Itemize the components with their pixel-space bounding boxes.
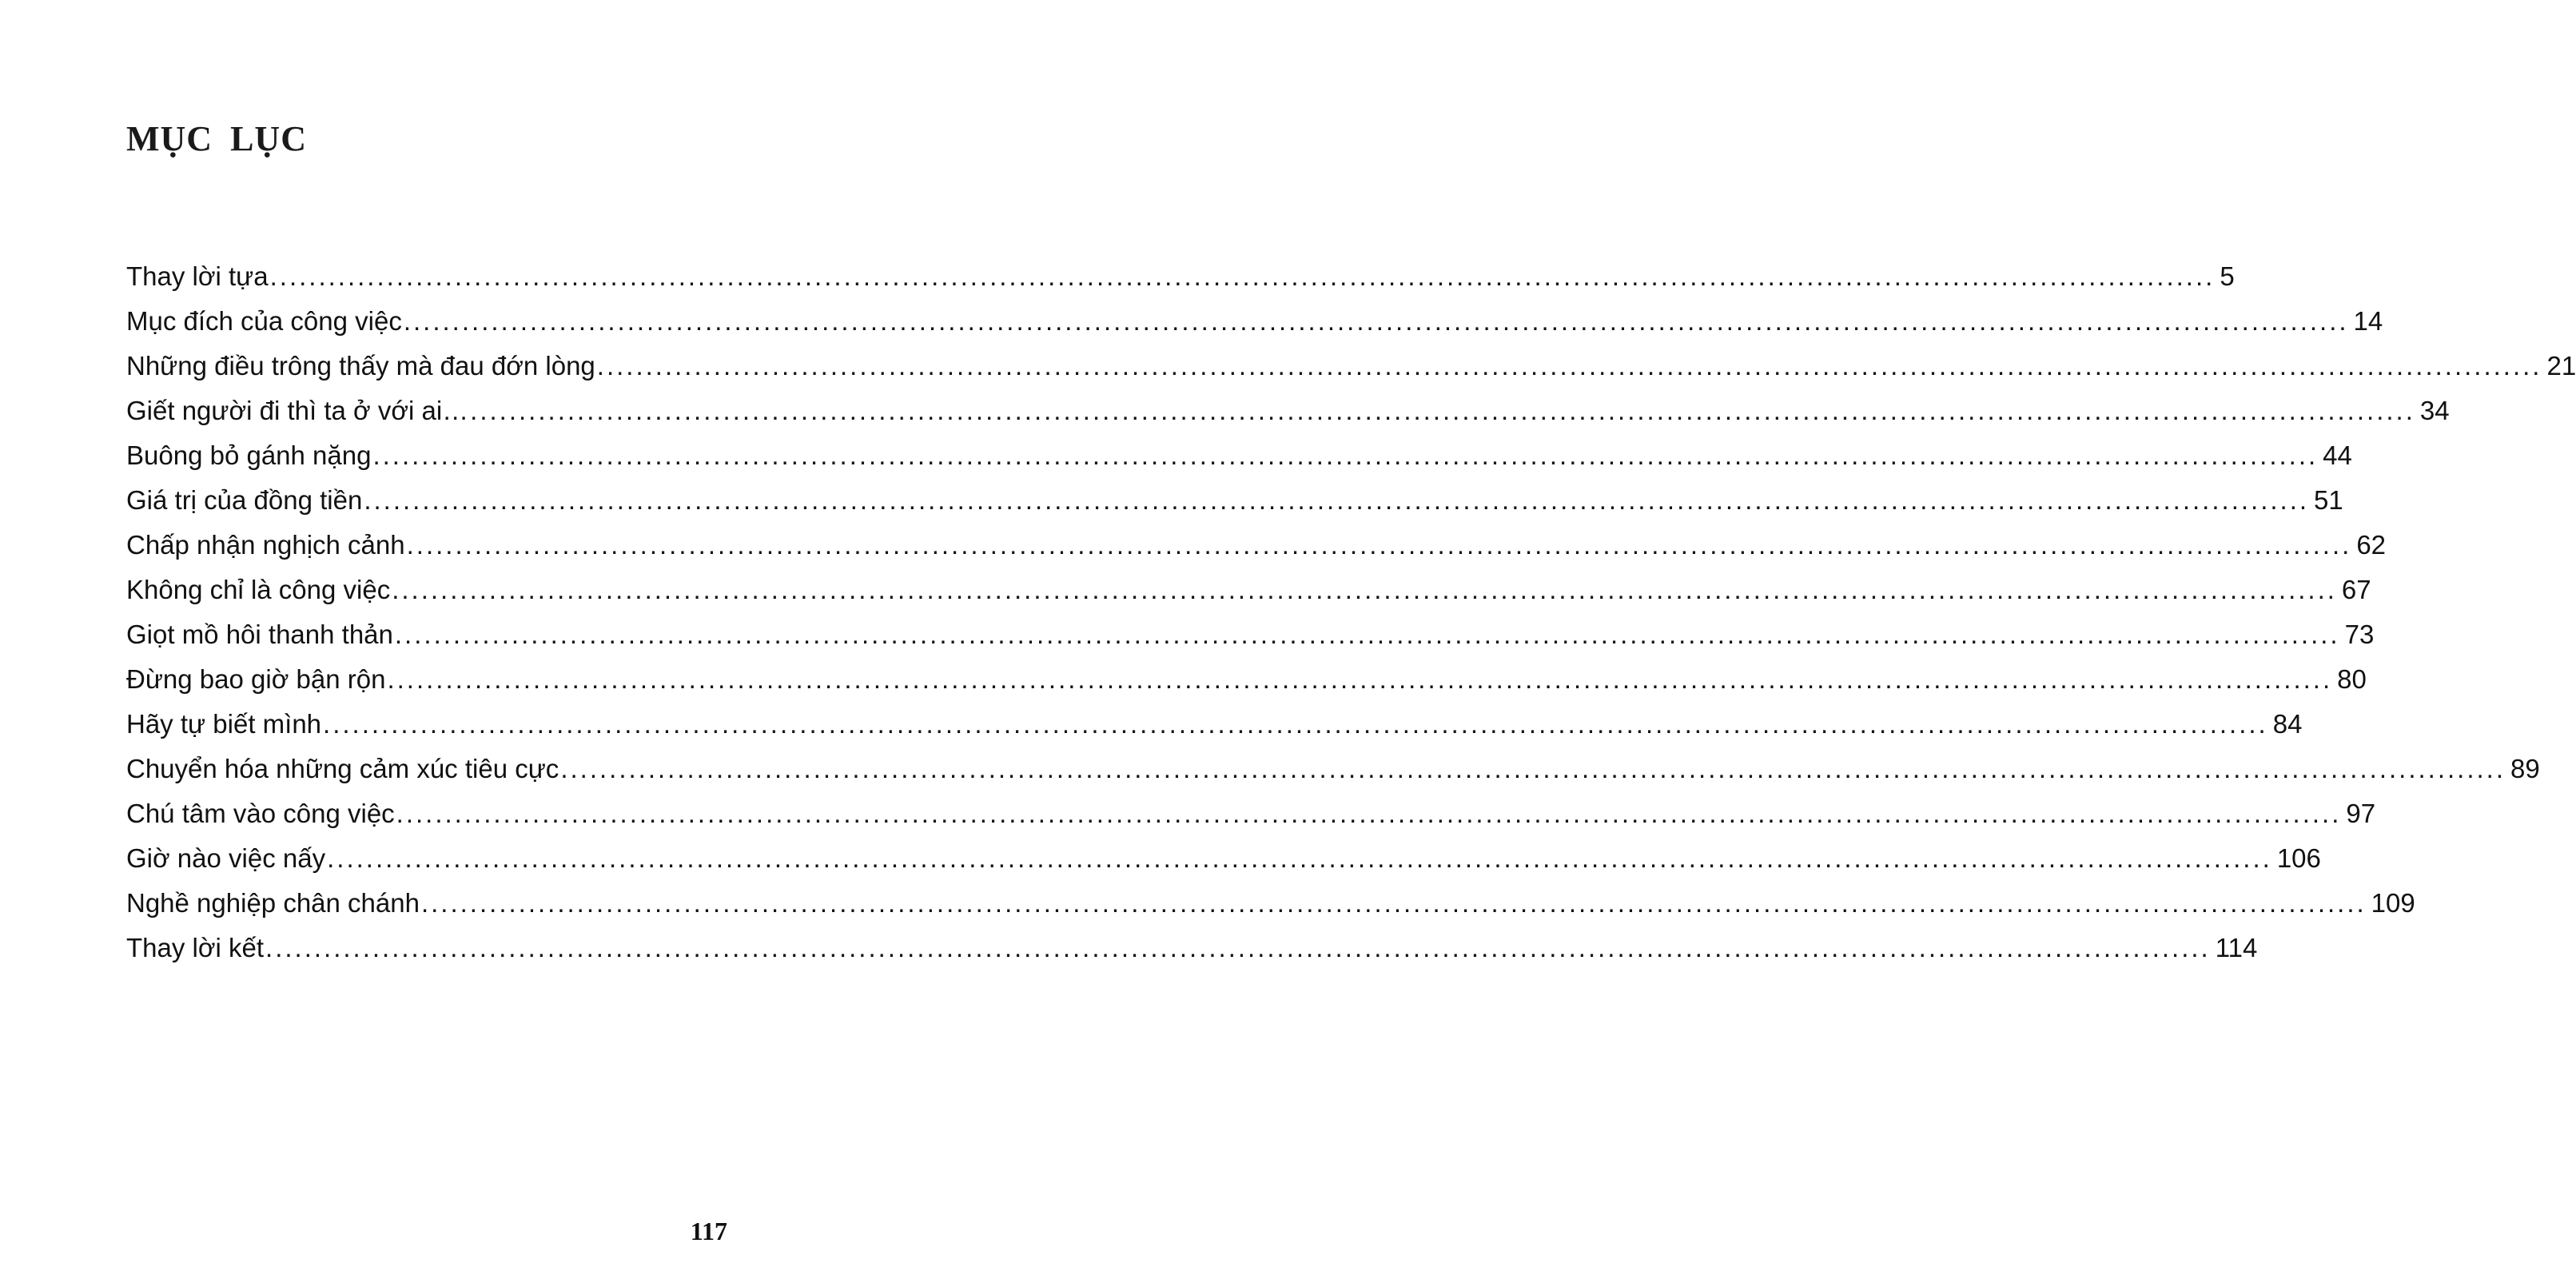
toc-leader-dots: ........................................................................................................................................................................................................ [265,933,2211,962]
toc-entry-page: 5 [2220,261,2235,291]
toc-entry-page: 73 [2344,620,2375,649]
toc-entry-page: 62 [2356,530,2387,560]
toc-leader-dots: ........................................................................................................................................................................................................ [394,620,2340,649]
toc-entry [126,299,2383,344]
toc-leader-dots: ........................................................................................................................................................................................................ [396,799,2342,828]
toc-leader-dots: ........................................................................................................................................................................................................ [420,888,2367,918]
toc-leader-dots: ........................................................................................................................................................................................................ [406,530,2352,560]
toc-entry [126,254,2235,299]
toc-entry [126,881,2415,926]
toc-leader-dots: ........................................................................................................................................................................................................ [269,261,2216,291]
toc-leader-dots: ........................................................................................................................................................................................................ [387,664,2333,694]
toc-entry-title: Buông bỏ gánh nặng [126,440,372,470]
toc-entry [126,791,2376,836]
toc-entry-title: Chuyển hóa những cảm xúc tiêu cực [126,754,559,783]
toc-entry [126,568,2371,612]
toc-entry-title: Nghề nghiệp chân chánh [126,888,420,918]
toc-entry-page: 14 [2353,306,2383,336]
toc-entry-page: 89 [2510,754,2540,783]
toc-entry [126,433,2352,478]
toc-entry-title: Chấp nhận nghịch cảnh [126,530,405,560]
toc-entry-page: 21 [2546,351,2576,381]
toc-entry-title: Hãy tự biết mình [126,709,322,739]
toc-entry-title: Giờ nào việc nấy [126,843,326,873]
toc-leader-dots: ........................................................................................................................................................................................................ [403,306,2349,336]
toc-entry-title: Giá trị của đồng tiền [126,485,363,515]
toc-entry-page: 97 [2346,799,2376,828]
toc-leader-dots: ........................................................................................................................................................................................................ [392,575,2337,604]
toc-entry-page: 67 [2341,575,2371,604]
toc-leader-dots: ........................................................................................................................................................................................................ [323,709,2268,739]
toc-entry [126,478,2343,523]
toc-leader-dots: ........................................................................................................................................................................................................ [327,843,2272,873]
toc-entry-title: Thay lời kết [126,933,265,962]
toc-entry [126,926,2258,970]
toc-entry [126,344,2576,388]
page-title: MỤC LỤC [126,119,307,158]
toc-leader-dots: ........................................................................................................................................................................................................ [560,754,2506,783]
toc-entry [126,702,2303,747]
page-number: 117 [690,1217,727,1245]
toc-entry-title: Giết người đi thì ta ở với ai… [126,396,469,425]
toc-entry [126,388,2450,433]
toc-entry-page: 80 [2337,664,2367,694]
toc-leader-dots: ........................................................................................................................................................................................................ [364,485,2310,515]
toc-entry [126,657,2367,702]
toc-entry-title: Giọt mồ hôi thanh thản [126,620,393,649]
toc-entry-title: Không chỉ là công việc [126,575,391,604]
toc-entry [126,747,2540,791]
toc-entry-page: 51 [2314,485,2343,515]
toc-entry-title: Những điều trông thấy mà đau đớn lòng [126,351,595,381]
toc-entry-title: Đừng bao giờ bận rộn [126,664,386,694]
toc-entry-page: 34 [2419,396,2450,425]
toc-entry-title: Chú tâm vào công việc [126,799,395,828]
toc-leader-dots: ........................................................................................................................................................................................................ [470,396,2415,425]
toc-entry-page: 106 [2276,843,2321,873]
toc-entry-page: 84 [2272,709,2303,739]
toc-entry [126,836,2321,881]
toc-leader-dots: ........................................................................................................................................................................................................ [596,351,2542,381]
toc-entry-page: 44 [2323,440,2352,470]
toc-entry-page: 109 [2371,888,2415,918]
table-of-contents [126,254,2576,970]
toc-entry [126,523,2387,568]
toc-entry-title: Thay lời tựa [126,261,269,291]
toc-entry-title: Mục đích của công việc [126,306,402,336]
toc-leader-dots: ........................................................................................................................................................................................................ [372,440,2319,470]
toc-entry [126,612,2375,657]
toc-entry-page: 114 [2215,933,2258,962]
